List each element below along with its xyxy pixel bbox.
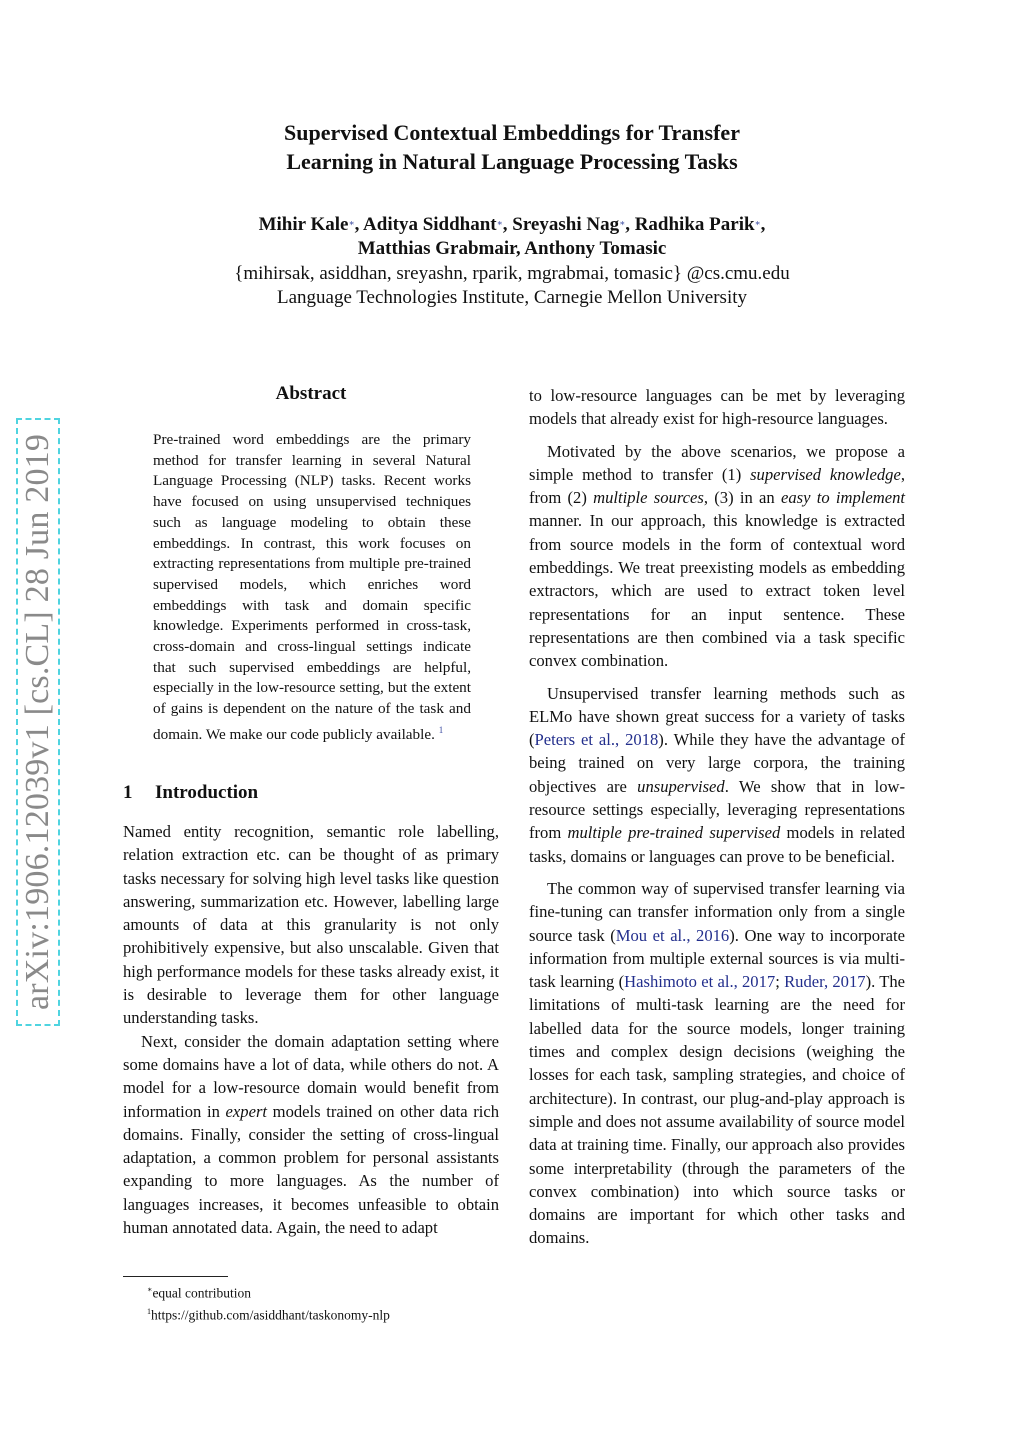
footnotes: [123, 1281, 499, 1324]
arxiv-stamp-link[interactable]: [16, 418, 60, 1026]
introduction-body: [123, 820, 499, 1239]
citation-link[interactable]: Mou et al., 2016: [615, 925, 730, 945]
title-line-1: Supervised Contextual Embeddings for Transfer: [284, 120, 740, 145]
paper-title: [0, 118, 1024, 176]
section-heading-introduction: [123, 782, 258, 804]
abstract-body: Pre-trained word embeddings are the primary method for transfer learning in several Natural Language Processing (NLP) tasks. Recent works have focused on using unsupervised techniques such as language modeling to obtain these embeddings. In contrast, this work focuses on extracting representations from multiple pre-trained supervised models, which enriches word embeddings with task and domain specific knowledge. Experiments performed in cross-task, cross-domain and cross-lingual settings indicate that such supervised embeddings are helpful, especially in the low-resource setting, but the extent of gains is dependent on the nature of the task and domain. We make our code publicly available.: [153, 431, 471, 743]
emphasis: unsupervised: [637, 776, 725, 796]
equal-contribution-mark[interactable]: ∗: [496, 218, 503, 228]
author-name: Sreyashi Nag: [512, 214, 620, 235]
paragraph: Next, consider the domain adaptation setting where some domains have a lot of data, while others do not. A model for a low-resource domain would benefit from information in expert models trained on other data rich domains. Finally, consider the setting of cross-lingual adaptation, a common problem for personal assistants expanding to more languages. As the number of languages increases, it becomes unfeasible to obtain human annotated data. Again, the need to adapt: [123, 1031, 499, 1238]
citation-link[interactable]: Peters et al., 2018: [534, 730, 659, 750]
equal-contribution-mark[interactable]: ∗: [348, 218, 355, 228]
author-name: Radhika Parik: [634, 214, 755, 235]
paragraph: Unsupervised transfer learning methods such as ELMo have shown great success for a variety of tasks (Peters et al., 2018). While they have the advantage of being trained on very large corpora, the training objectives are unsupervised. We show that in low-resource settings especially, leveraging representations from multiple pre-trained supervised models in related tasks, domains or languages can prove to be beneficial.: [529, 683, 906, 866]
paragraph: The common way of supervised transfer learning via fine-tuning can transfer information only from a single source task (Mou et al., 2016). One way to incorporate information from multiple external sources is via multi-task learning (Hashimoto et al., 2017; Ruder, 2017). The limitations of multi-task learning are the need for labelled data for the source models, longer training times and complex design decisions (weighing the losses for each task, sampling strategies, and choice of architecture). In contrast, our plug-and-play approach is simple and does not assume availability of source model data at training time. Finally, our approach also provides some interpretability (through the parameters of the convex combination) into which source tasks or domains are important for which other tasks and domains.: [529, 878, 905, 1248]
citation-link[interactable]: Hashimoto et al., 2017: [624, 972, 776, 992]
authors-line-2: Matthias Grabmair, Anthony Tomasic: [357, 238, 667, 259]
abstract-text: [153, 430, 471, 746]
emphasis: supervised knowledge: [750, 464, 901, 484]
paragraph: Motivated by the above scenarios, we propose a simple method to transfer (1) supervised knowledge, from (2) multiple sources, (3) in an easy to implement manner. In our approach, this knowledge is extracted from source models in the form of contextual word embeddings. We treat preexisting models as embedding extractors, which are used to extract token level representations for an input sentence. These representations are then combined via a task specific convex combination.: [529, 441, 905, 671]
right-column-body: [529, 384, 905, 1259]
emphasis: multiple pre-trained supervised: [567, 823, 781, 843]
section-number: 1: [123, 782, 133, 803]
footnote-1: $^1$https://github.com/asiddhant/taskonomy-nlp: [147, 1306, 390, 1322]
citation-link[interactable]: Ruder, 2017: [784, 972, 866, 992]
code-url-link[interactable]: https://github.com/asiddhant/taskonomy-nlp: [151, 1307, 390, 1322]
footnote-link[interactable]: 1: [438, 724, 444, 735]
footnote-divider: [123, 1276, 228, 1277]
footnote-equal-contribution: ∗equal contribution: [147, 1285, 252, 1301]
affiliation: Language Technologies Institute, Carnegie Mellon University: [276, 287, 748, 308]
author-name: Mihir Kale: [258, 214, 349, 235]
title-line-2: Learning in Natural Language Processing Tasks: [286, 149, 738, 174]
abstract-heading: Abstract: [275, 383, 347, 404]
author-list: [0, 213, 1024, 261]
emphasis: expert: [225, 1101, 268, 1121]
arxiv-identifier: arXiv:1906.12039v1 [cs.CL] 28 Jun 2019: [19, 433, 56, 1011]
author-name: Aditya Siddhant: [363, 214, 497, 235]
paragraph: to low-resource languages can be met by leveraging models that already exist for high-resource languages.: [529, 386, 905, 429]
equal-contribution-mark[interactable]: ∗: [619, 218, 626, 228]
equal-contribution-mark[interactable]: ∗: [754, 218, 761, 228]
section-title: Introduction: [155, 782, 259, 803]
emphasis: easy to implement: [780, 488, 905, 508]
emphasis: multiple sources: [593, 488, 704, 508]
author-emails: {mihirsak, asiddhan, sreyashn, rparik, mgrabmai, tomasic} @cs.cmu.edu: [234, 263, 790, 284]
authors-line-1: Mihir Kale∗, Aditya Siddhant∗, Sreyashi Nag∗, Radhika Parik∗,: [258, 214, 766, 235]
paragraph: Named entity recognition, semantic role labelling, relation extraction etc. can be thought of as primary tasks necessary for solving high level tasks like question answering, summarization etc. However, labelling large amounts of data at this granularity is not only prohibitively expensive, but also unscalable. Given that high performance models for these tasks already exist, it is desirable to leverage them for other language understanding tasks.: [123, 822, 499, 1028]
